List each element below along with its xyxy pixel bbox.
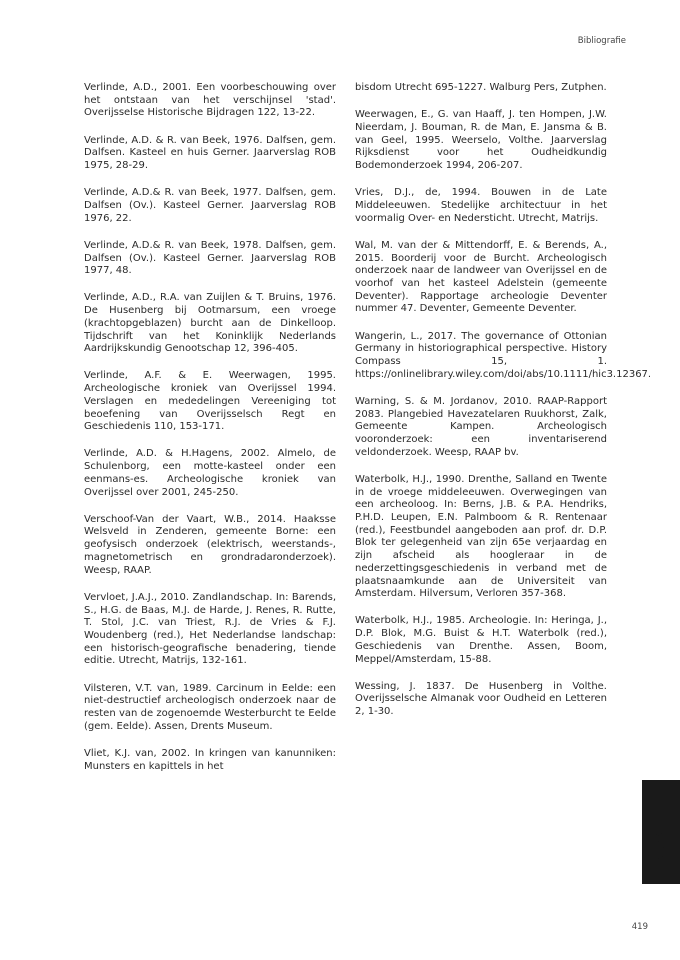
reference-entry: Verlinde, A.D., R.A. van Zuijlen & T. Bruins, 1976. De Husenberg bij Ootmarsum, een vroege (krachtopgeblazen) burcht aan de Dinkelloop. Tijdschrift van het Koninklijk Nederlands Aardrijkskundig Genootschap 12, 396-405. <box>84 292 336 355</box>
section-tab-letter: B <box>641 824 668 868</box>
reference-entry: Weerwagen, E., G. van Haaff, J. ten Hompen, J.W. Nieerdam, J. Bouman, R. de Man, E. Jansma & B. van Geel, 1995. Weerselo, Volthe. Jaarverslag Rijksdienst voor het Oudheidkundig Bodemonderzoek 1994, 206-207. <box>355 109 607 172</box>
reference-entry: Waterbolk, H.J., 1985. Archeologie. In: Heringa, J., D.P. Blok, M.G. Buist & H.T. Waterbolk (red.), Geschiedenis van Drenthe. Assen, Boom, Meppel/Amsterdam, 15-88. <box>355 615 607 665</box>
reference-entry: Wal, M. van der & Mittendorff, E. & Berends, A., 2015. Boorderij voor de Burcht. Archeologisch onderzoek naar de landweer van Overijssel en de voorhof van het kasteel Adelstein (gemeente Deventer). Rapportage archeologie Deventer nummer 47. Deventer, Gemeente Deventer. <box>355 239 607 315</box>
reference-entry: Verlinde, A.F. & E. Weerwagen, 1995. Archeologische kroniek van Overijssel 1994. Verslagen en mededelingen Vereeniging tot beoefening van Overijsselsch Regt en Geschiedenis 110, 153-171. <box>84 370 336 433</box>
reference-entry: Verlinde, A.D.& R. van Beek, 1978. Dalfsen, gem. Dalfsen (Ov.). Kasteel Gerner. Jaarverslag ROB 1977, 48. <box>84 239 336 277</box>
reference-entry: Wangerin, L., 2017. The governance of Ottonian Germany in historiographical perspective. History Compass 15, 1. https://onlinelibrary.wiley.com/doi/abs/10.1111/hic3.12367. <box>355 330 652 380</box>
reference-entry: Verlinde, A.D., 2001. Een voorbeschouwing over het ontstaan van het verschijnsel 'stad'. Overijsselse Historische Bijdragen 122, 13-22. <box>84 82 336 119</box>
reference-entry: Verlinde, A.D.& R. van Beek, 1977. Dalfsen, gem. Dalfsen (Ov.). Kasteel Gerner. Jaarverslag ROB 1976, 22. <box>84 187 336 224</box>
reference-entry: Verlinde, A.D. & H.Hagens, 2002. Almelo, de Schulenborg, een motte-kasteel onder een eenmans-es. Archeologische kroniek van Overijssel over 2001, 245-250. <box>84 448 336 498</box>
left-column <box>84 82 336 788</box>
reference-entry: Warning, S. & M. Jordanov, 2010. RAAP-Rapport 2083. Plangebied Havezatelaren Ruukhorst, Zalk, Gemeente Kampen. Archeologisch vooronderzoek: een inventariserend veldonderzoek. Weesp, RAAP bv. <box>355 395 607 458</box>
reference-entry: Vries, D.J., de, 1994. Bouwen in de Late Middeleeuwen. Stedelijke architectuur in het voormalig Over- en Nedersticht. Utrecht, Matrijs. <box>355 187 607 224</box>
reference-entry: bisdom Utrecht 695-1227. Walburg Pers, Zutphen. <box>355 82 607 93</box>
right-column <box>355 82 652 733</box>
reference-entry: Verlinde, A.D. & R. van Beek, 1976. Dalfsen, gem. Dalfsen. Kasteel en huis Gerner. Jaarverslag ROB 1975, 28-29. <box>84 134 336 172</box>
reference-entry: Wessing, J. 1837. De Husenberg in Volthe. Overijsselsche Almanak voor Oudheid en Letteren 2, 1-30. <box>355 680 607 718</box>
page-number: 419 <box>631 922 648 932</box>
reference-entry: Vliet, K.J. van, 2002. In kringen van kanunniken: Munsters en kapittels in het <box>84 747 336 772</box>
running-head: Bibliografie <box>577 36 626 46</box>
reference-entry: Waterbolk, H.J., 1990. Drenthe, Salland en Twente in de vroege middeleeuwen. Overwegingen van een archeoloog. In: Berns, J.B. & P.A. Hendriks, P.H.D. Leupen, E.N. Palmboom & R. Rentenaar (red.), Feestbundel aangeboden aan prof. dr. D.P. Blok ter gelegenheid van zijn 65e verjaardag en zijn afscheid als hoogleraar in de nederzettingsgeschiedenis in verband met de plaatsnaamkunde aan de Universiteit van Amsterdam. Hilversum, Verloren 357-368. <box>355 473 607 600</box>
reference-entry: Vervloet, J.A.J., 2010. Zandlandschap. In: Barends, S., H.G. de Baas, M.J. de Harde, J. Renes, R. Rutte, T. Stol, J.C. van Triest, R.J. de Vries & F.J. Woudenberg (red.), Het Nederlandse landschap: een historisch-geografische benadering, tiende editie. Utrecht, Matrijs, 132-161. <box>84 591 336 667</box>
reference-entry: Verschoof-Van der Vaart, W.B., 2014. Haaksse Welsveld in Zenderen, gemeente Borne: een geofysisch onderzoek (elektrisch, weerstands-, magnetometrisch en grondradaronderzoek). Weesp, RAAP. <box>84 513 336 576</box>
reference-entry: Vilsteren, V.T. van, 1989. Carcinum in Eelde: een niet-destructief archeologisch onderzoek naar de resten van de zogenoemde Westerburcht te Eelde (gem. Eelde). Assen, Drents Museum. <box>84 682 336 732</box>
